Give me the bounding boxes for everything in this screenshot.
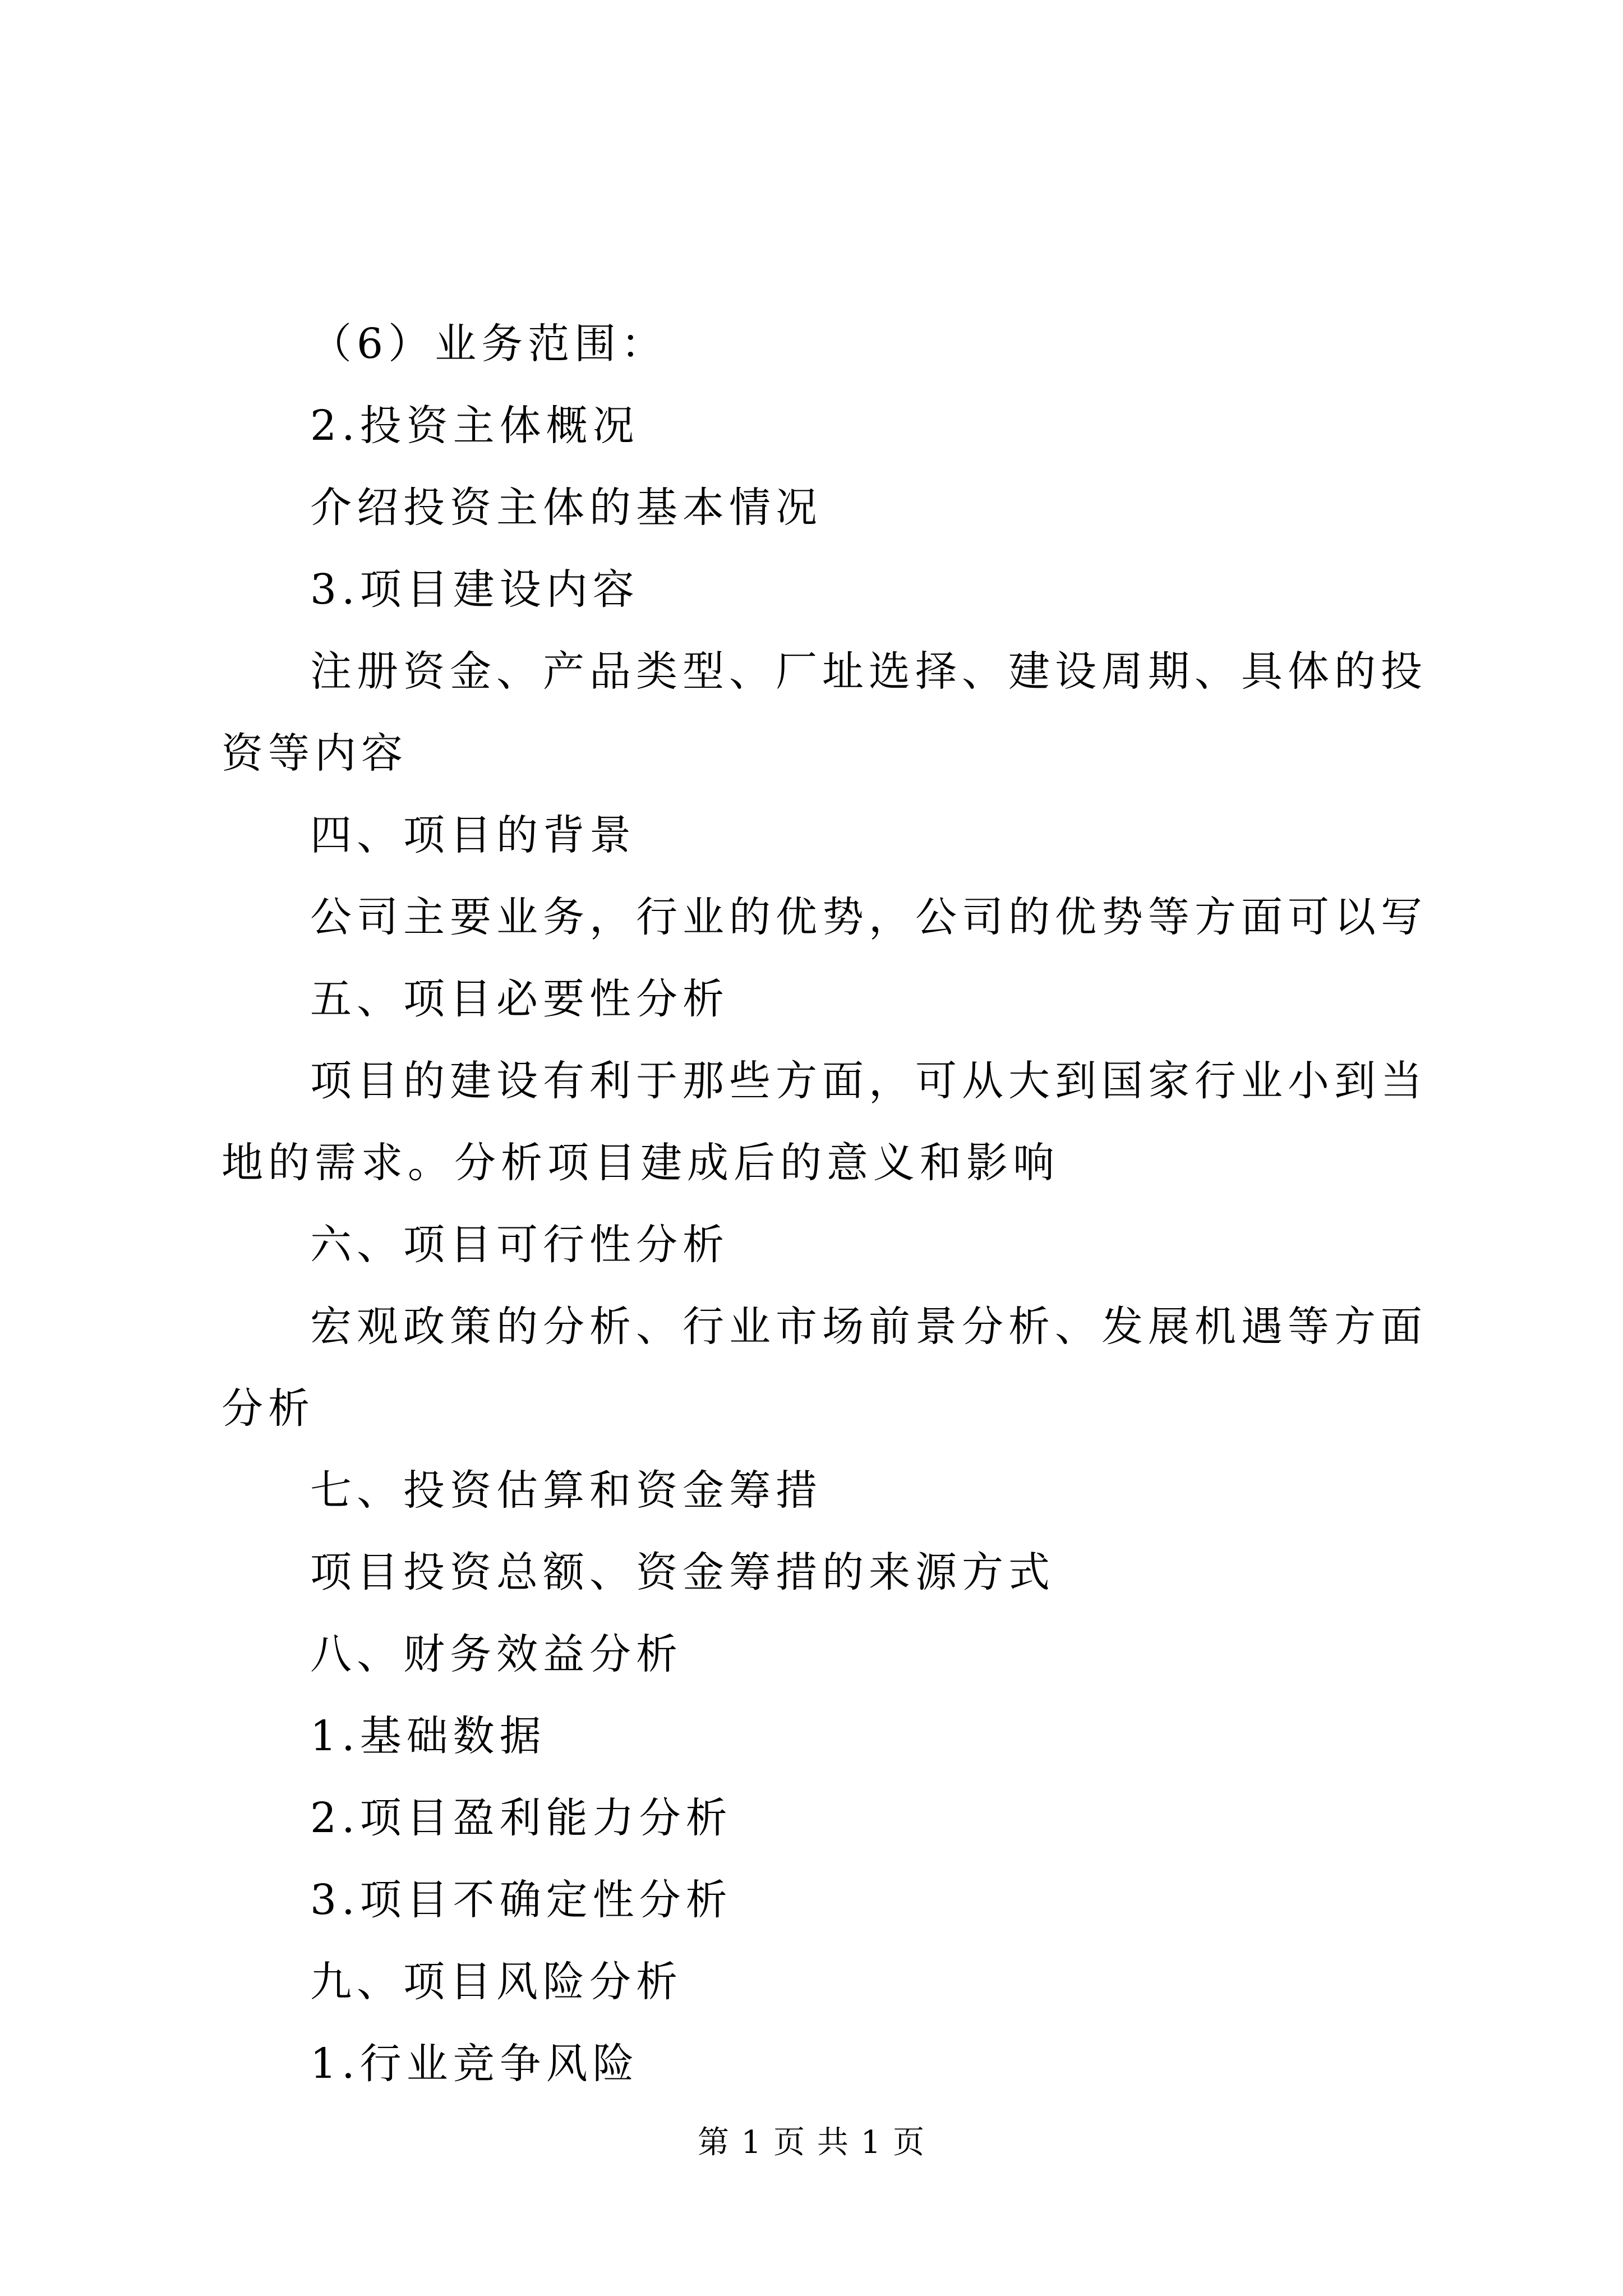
heading-project-background: 四、项目的背景 [310, 811, 636, 859]
paragraph-necessity-details: 项目的建设有利于那些方面，可从大到国家行业小到当地的需求。分析项目建成后的意义和影响 [222, 1057, 1427, 1187]
paragraph-feasibility-details: 宏观政策的分析、行业市场前景分析、发展机遇等方面分析 [222, 1303, 1427, 1433]
document-body [222, 303, 1433, 2105]
item-basic-data: 1.基础数据 [310, 1712, 546, 1760]
heading-investor-overview: 2.投资主体概况 [310, 402, 639, 450]
item-profitability-analysis: 2.项目盈利能力分析 [310, 1794, 732, 1842]
paragraph-construction-details: 注册资金、产品类型、厂址选择、建设周期、具体的投资等内容 [222, 647, 1427, 777]
heading-financial-analysis: 八、财务效益分析 [310, 1630, 683, 1678]
paragraph-business-scope: （6）业务范围： [310, 320, 668, 368]
heading-feasibility-analysis: 六、项目可行性分析 [310, 1221, 729, 1269]
heading-necessity-analysis: 五、项目必要性分析 [310, 975, 729, 1023]
item-uncertainty-analysis: 3.项目不确定性分析 [310, 1876, 732, 1924]
heading-risk-analysis: 九、项目风险分析 [310, 1958, 683, 2006]
item-competition-risk: 1.行业竞争风险 [310, 2040, 639, 2088]
paragraph-investor-intro: 介绍投资主体的基本情况 [310, 484, 822, 532]
paragraph-investment-details: 项目投资总额、资金筹措的来源方式 [310, 1548, 1055, 1596]
page-footer: 第 1 页 共 1 页 [697, 2124, 926, 2161]
heading-construction-content: 3.项目建设内容 [310, 565, 639, 614]
heading-investment-estimate: 七、投资估算和资金筹措 [310, 1466, 822, 1515]
paragraph-background-details: 公司主要业务，行业的优势，公司的优势等方面可以写 [310, 893, 1427, 941]
